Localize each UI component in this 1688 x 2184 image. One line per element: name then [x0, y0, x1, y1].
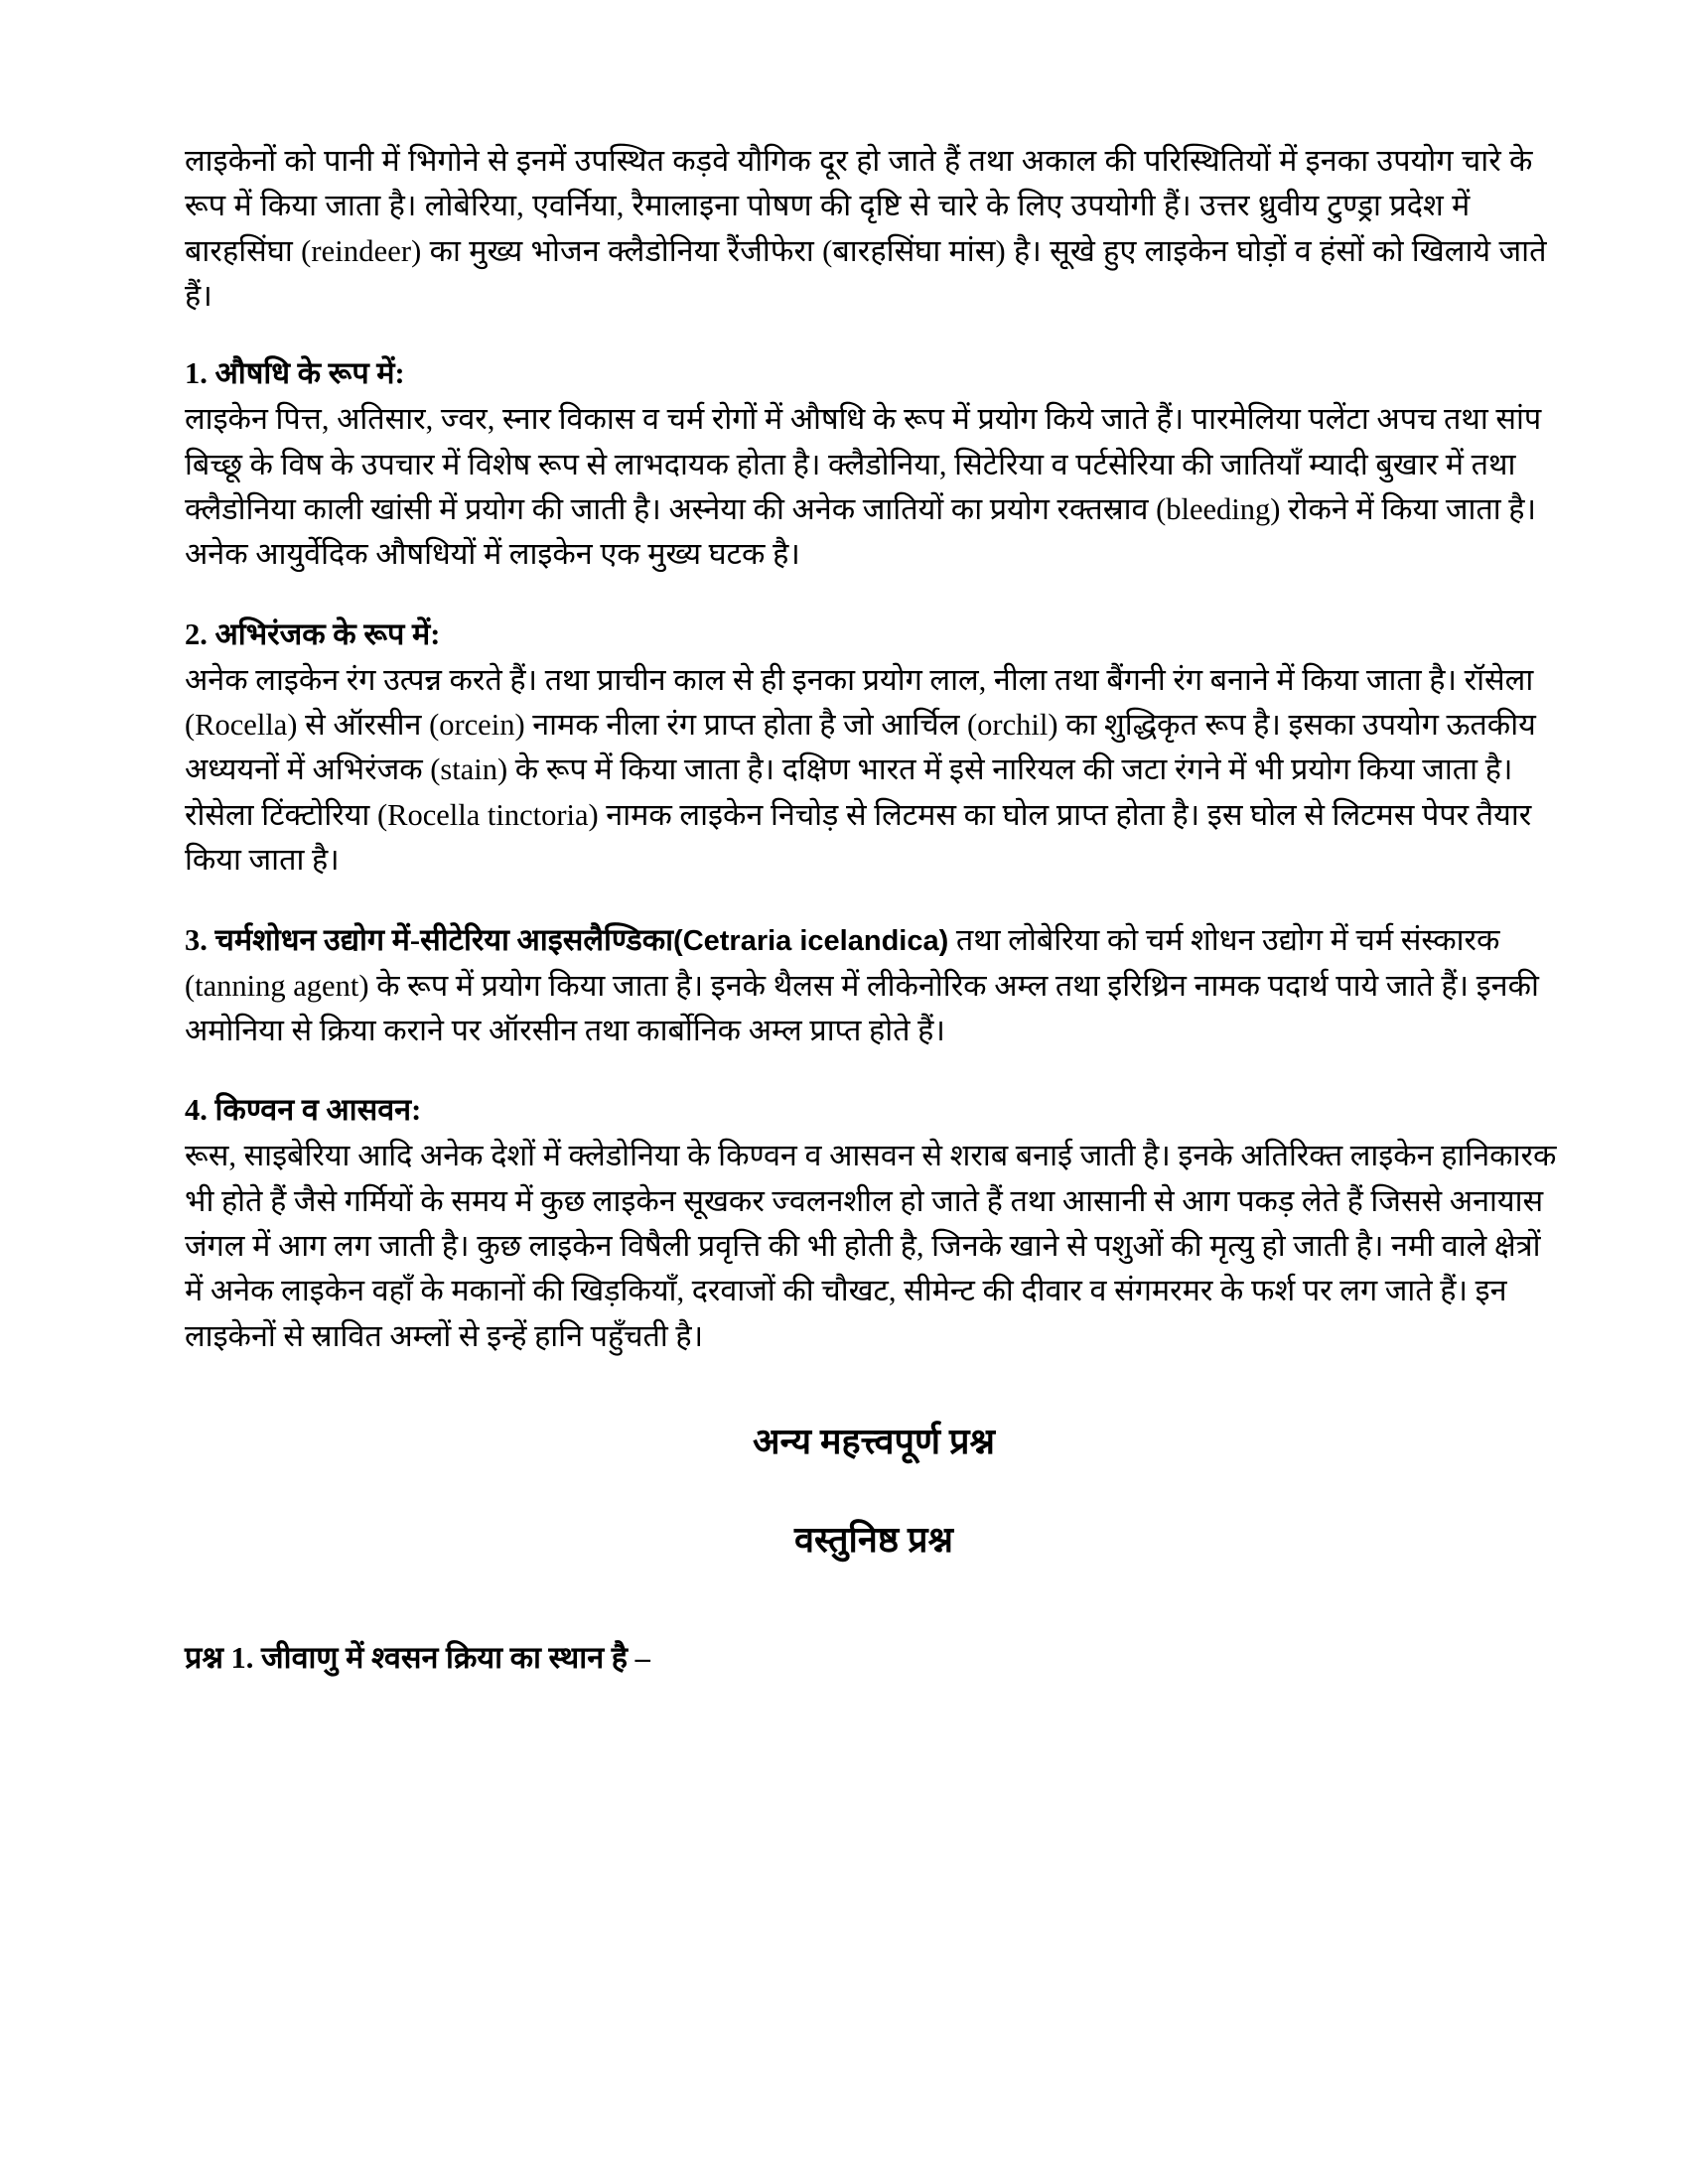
- section-3-heading-latin: (Cetraria icelandica): [673, 925, 949, 958]
- section-2-body: अनेक लाइकेन रंग उत्पन्न करते हैं। तथा प्राचीन काल से ही इनका प्रयोग लाल, नीला तथा बैंगनी रंग बनाने में किया जाता है। रॉसेला (Rocella) से ऑरसीन (orcein) नामक नीला रंग प्राप्त होता है जो आर्चिल (orchil) का शुद्धिकृत रूप है। इसका उपयोग ऊतकीय अध्ययनों में अभिरंजक (stain) के रूप में किया जाता है। दक्षिण भारत में इसे नारियल की जटा रंगने में भी प्रयोग किया जाता है। रोसेला टिंक्टोरिया (Rocella tinctoria) नामक लाइकेन निचोड़ से लिटमस का घोल प्राप्त होता है। इस घोल से लिटमस पेपर तैयार किया जाता है।: [185, 662, 1536, 877]
- section-3-heading-prefix: 3. चर्मशोधन उद्योग में-सीटेरिया आइसलैण्डिका: [185, 923, 674, 958]
- section-2-heading: 2. अभिरंजक के रूप में:: [185, 616, 441, 651]
- section-4-heading: 4. किण्वन व आसवन:: [185, 1093, 422, 1128]
- section-1-heading: 1. औषधि के रूप में:: [185, 356, 405, 391]
- section-2: [185, 614, 1563, 884]
- question-1: प्रश्न 1. जीवाणु में श्वसन क्रिया का स्थान है –: [185, 1641, 650, 1676]
- document-content: [185, 139, 1563, 1681]
- intro-paragraph: लाइकेनों को पानी में भिगोने से इनमें उपस्थित कड़वे यौगिक दूर हो जाते हैं तथा अकाल की परिस्थितियों में इनका उपयोग चारे के रूप में किया जाता है। लोबेरिया, एवर्निया, रैमालाइना पोषण की दृष्टि से चारे के लिए उपयोगी हैं। उत्तर ध्रुवीय टुण्ड्रा प्रदेश में बारहसिंघा (reindeer) का मुख्य भोजन क्लैडोनिया रैंजीफेरा (बारहसिंघा मांस) है। सूखे हुए लाइकेन घोड़ों व हंसों को खिलाये जाते हैं।: [185, 144, 1547, 313]
- center-heading-objective-questions: वस्तुनिष्ठ प्रश्न: [794, 1519, 953, 1560]
- section-1-body: लाइकेन पित्त, अतिसार, ज्वर, स्नार विकास व चर्म रोगों में औषधि के रूप में प्रयोग किये जाते हैं। पारमेलिया पलेंटा अपच तथा सांप बिच्छू के विष के उपचार में विशेष रूप से लाभदायक होता है। क्लैडोनिया, सिटेरिया व पर्टसेरिया की जातियाँ म्यादी बुखार में तथा क्लैडोनिया काली खांसी में प्रयोग की जाती है। अस्नेया की अनेक जातियों का प्रयोग रक्तस्राव (bleeding) रोकने में किया जाता है। अनेक आयुर्वेदिक औषधियों में लाइकेन एक मुख्य घटक है।: [185, 402, 1542, 572]
- section-3-body: तथा लोबेरिया को चर्म शोधन उद्योग में चर्म संस्कारक (tanning agent) के रूप में प्रयोग किया जाता है। इनके थैलस में लीकेनोरिक अम्ल तथा इरिथ्रिन नामक पदार्थ पाये जाते हैं। इनकी अमोनिया से क्रिया कराने पर ऑरसीन तथा कार्बोनिक अम्ल प्राप्त होते हैं।: [185, 923, 1539, 1047]
- section-3-heading-and-body: [185, 918, 1563, 1053]
- section-3: [185, 918, 1563, 1053]
- section-4-body: रूस, साइबेरिया आदि अनेक देशों में क्लेडोनिया के किण्वन व आसवन से शराब बनाई जाती है। इनके अतिरिक्त लाइकेन हानिकारक भी होते हैं जैसे गर्मियों के समय में कुछ लाइकेन सूखकर ज्वलनशील हो जाते हैं तथा आसानी से आग पकड़ लेते हैं जिससे अनायास जंगल में आग लग जाती है। कुछ लाइकेन विषैली प्रवृत्ति की भी होती है, जिनके खाने से पशुओं की मृत्यु हो जाती है। नमी वाले क्षेत्रों में अनेक लाइकेन वहाँ के मकानों की खिड़कियाँ, दरवाजों की चौखट, सीमेन्ट की दीवार व संगमरमर के फर्श पर लग जाते हैं। इन लाइकेनों से स्रावित अम्लों से इन्हें हानि पहुँचती है।: [185, 1139, 1557, 1353]
- section-1: [185, 352, 1563, 577]
- section-4: [185, 1089, 1563, 1359]
- center-heading-other-important-questions: अन्य महत्त्वपूर्ण प्रश्न: [753, 1421, 995, 1461]
